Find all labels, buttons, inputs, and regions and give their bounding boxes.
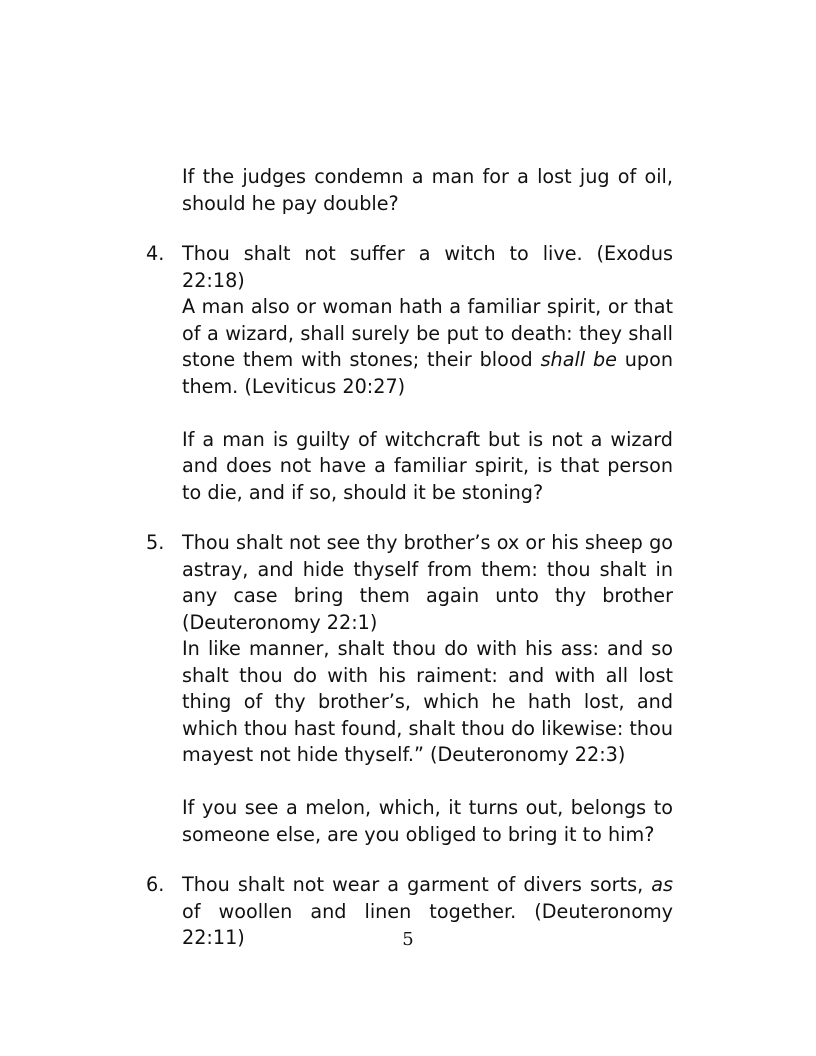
paragraph-gap <box>182 769 673 796</box>
question-text: If a man is guilty of witchcraft but is not a wizard and does not have a familiar spirit, is that person to die, and if so, should it be stoning? <box>182 427 673 504</box>
list-item-body <box>182 530 673 848</box>
verse-text: Thou shalt not see thy brother’s ox or his sheep go astray, and hide thyself from them: thou shalt in any case bring them again unto thy brother (Deuteronomy 22:1) <box>182 531 673 634</box>
verse-emphasis: as <box>651 873 673 896</box>
verse-text <box>182 294 673 400</box>
list-item-number: 6. <box>146 873 165 896</box>
list-item-number: 5. <box>146 531 165 554</box>
verse-text-part: upon them. (Leviticus 20:27) <box>182 348 673 398</box>
page-content <box>146 164 673 952</box>
verse-text: Thou shalt not suffer a witch to live. (Exodus 22:18) <box>182 242 673 292</box>
verse-text-part: A man also or woman hath a familiar spirit, or that of a wizard, shall surely be put to death: they shall stone them with stones; their blood <box>182 295 673 371</box>
list-item-number: 4. <box>146 242 165 265</box>
verse-text-part: of woollen and linen together. (Deuteronomy 22:11) <box>182 899 673 949</box>
page-number: 5 <box>402 929 414 950</box>
paragraph-gap <box>182 400 673 427</box>
verse-text-part: Thou shalt not wear a garment of divers sorts, <box>182 873 652 896</box>
question-text: If you see a melon, which, it turns out, belongs to someone else, are you obliged to bring it to him? <box>182 796 673 846</box>
intro-question: If the judges condemn a man for a lost jug of oil, should he pay double? <box>182 165 673 215</box>
verse-text: In like manner, shalt thou do with his ass: and so shalt thou do with his raiment: and with all lost thing of thy brother’s, which he hath lost, and which thou hast found, shalt thou do likewise: thou mayest not hide thyself.” (Deuteronomy 22:3) <box>182 637 673 766</box>
list-item-4 <box>146 241 673 506</box>
list-item-5 <box>146 530 673 848</box>
list-item-body <box>182 241 673 506</box>
verse-emphasis: shall be <box>540 348 617 371</box>
